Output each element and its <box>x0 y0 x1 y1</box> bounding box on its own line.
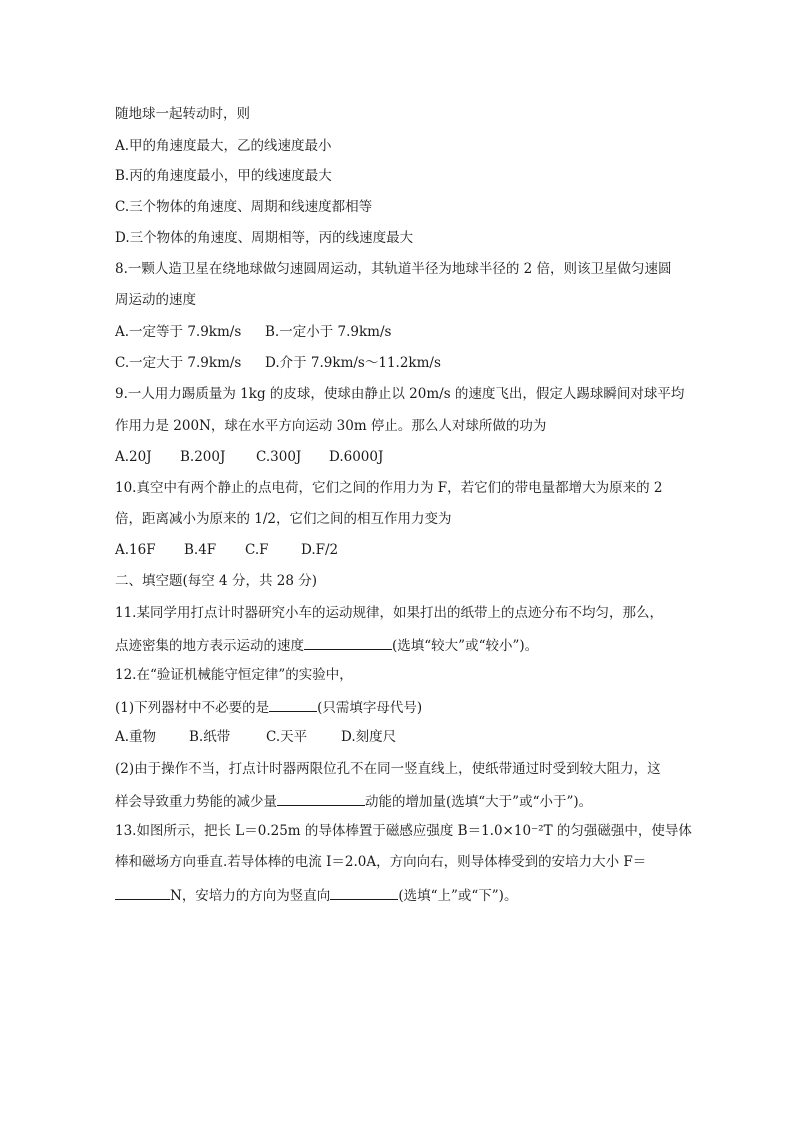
question-13-cont2 <box>115 884 517 904</box>
option-a: A.16F <box>115 542 156 558</box>
option-c: C.三个物体的角速度、周期和线速度都相等 <box>115 199 373 215</box>
option-a: A.一定等于 7.9km/s <box>115 324 242 340</box>
option-c: C.F <box>245 542 269 558</box>
question-11-hint: (选填“较大”或“较小”)。 <box>392 638 539 654</box>
option-a: A.甲的角速度最大，乙的线速度最小 <box>115 138 332 154</box>
question-8-options-row1 <box>115 322 391 342</box>
question-10: 10.真空中有两个静止的点电荷，它们之间的作用力为 F，若它们的带电量都增大为原来的 2 <box>115 480 663 496</box>
question-8-cont: 周运动的速度 <box>115 292 196 308</box>
question-13-hint: (选填“上”或“下”)。 <box>398 888 518 904</box>
question-12-part2: (2)由于操作不当，打点计时器两限位孔不在同一竖直线上，使纸带通过时受到较大阻力，这 <box>115 761 661 777</box>
question-13: 13.如图所示，把长 L＝0.25m 的导体棒置于磁感应强度 B＝1.0×10⁻²T 的匀强磁强中，使导体 <box>115 823 692 839</box>
answer-blank[interactable] <box>277 790 365 806</box>
answer-blank[interactable] <box>269 696 317 712</box>
option-a: A.20J <box>115 449 152 465</box>
question-11: 11.某同学用打点计时器研究小车的运动规律，如果打出的纸带上的点迹分布不均匀，那么， <box>115 605 663 621</box>
option-b: B.丙的角速度最小，甲的线速度最大 <box>115 168 332 184</box>
question-9: 9.一人用力踢质量为 1kg 的皮球，使球由静止以 20m/s 的速度飞出，假定人踢球瞬间对球平均 <box>115 386 685 402</box>
question-11-cont <box>115 634 538 654</box>
question-9-options <box>115 447 383 467</box>
question-11-text: 点迹密集的地方表示运动的速度 <box>115 638 304 654</box>
question-10-cont: 倍，距离减小为原来的 1/2，它们之间的相互作用力变为 <box>115 511 452 527</box>
question-10-options <box>115 540 338 560</box>
option-d: D.刻度尺 <box>341 729 397 745</box>
answer-blank[interactable] <box>330 884 398 900</box>
question-12-options <box>115 727 396 747</box>
question-12-part1-hint: (只需填字母代号) <box>317 700 423 716</box>
question-13-cont: 棒和磁场方向垂直.若导体棒的电流 I＝2.0A，方向向右，则导体棒受到的安培力大小 F＝ <box>115 854 647 870</box>
option-d: D.6000J <box>329 449 384 465</box>
question-8-options-row2 <box>115 353 441 373</box>
question-8: 8.一颗人造卫星在绕地球做匀速圆周运动，其轨道半径为地球半径的 2 倍，则该卫星做匀速圆 <box>115 261 672 277</box>
answer-blank[interactable] <box>115 884 170 900</box>
option-c: C.天平 <box>266 729 308 745</box>
option-b: B.纸带 <box>189 729 231 745</box>
option-b: B.4F <box>184 542 217 558</box>
option-d: D.F/2 <box>301 542 339 558</box>
option-a: A.重物 <box>115 729 157 745</box>
question-12-part1 <box>115 696 422 716</box>
question-12-part2-cont <box>115 790 592 810</box>
question-12: 12.在“验证机械能守恒定律”的实验中， <box>115 667 353 683</box>
question-13-text: N，安培力的方向为竖直向 <box>170 888 331 904</box>
question-9-cont: 作用力是 200N，球在水平方向运动 30m 停止。那么人对球所做的功为 <box>115 418 547 434</box>
question-12-part1-text: (1)下列器材中不必要的是 <box>115 700 270 716</box>
answer-blank[interactable] <box>304 634 392 650</box>
option-d: D.介于 7.9km/s～11.2km/s <box>265 355 441 371</box>
option-b: B.一定小于 7.9km/s <box>265 324 392 340</box>
question-12-part2-hint: 动能的增加量(选填“大于”或“小于”)。 <box>365 794 593 810</box>
question-12-part2-text: 样会导致重力势能的减少量 <box>115 794 277 810</box>
text-line: 随地球一起转动时，则 <box>115 106 250 122</box>
option-c: C.300J <box>256 449 302 465</box>
option-d: D.三个物体的角速度、周期相等，丙的线速度最大 <box>115 230 414 246</box>
option-b: B.200J <box>180 449 226 465</box>
section-heading: 二、填空题(每空 4 分，共 28 分) <box>115 573 317 589</box>
option-c: C.一定大于 7.9km/s <box>115 355 242 371</box>
